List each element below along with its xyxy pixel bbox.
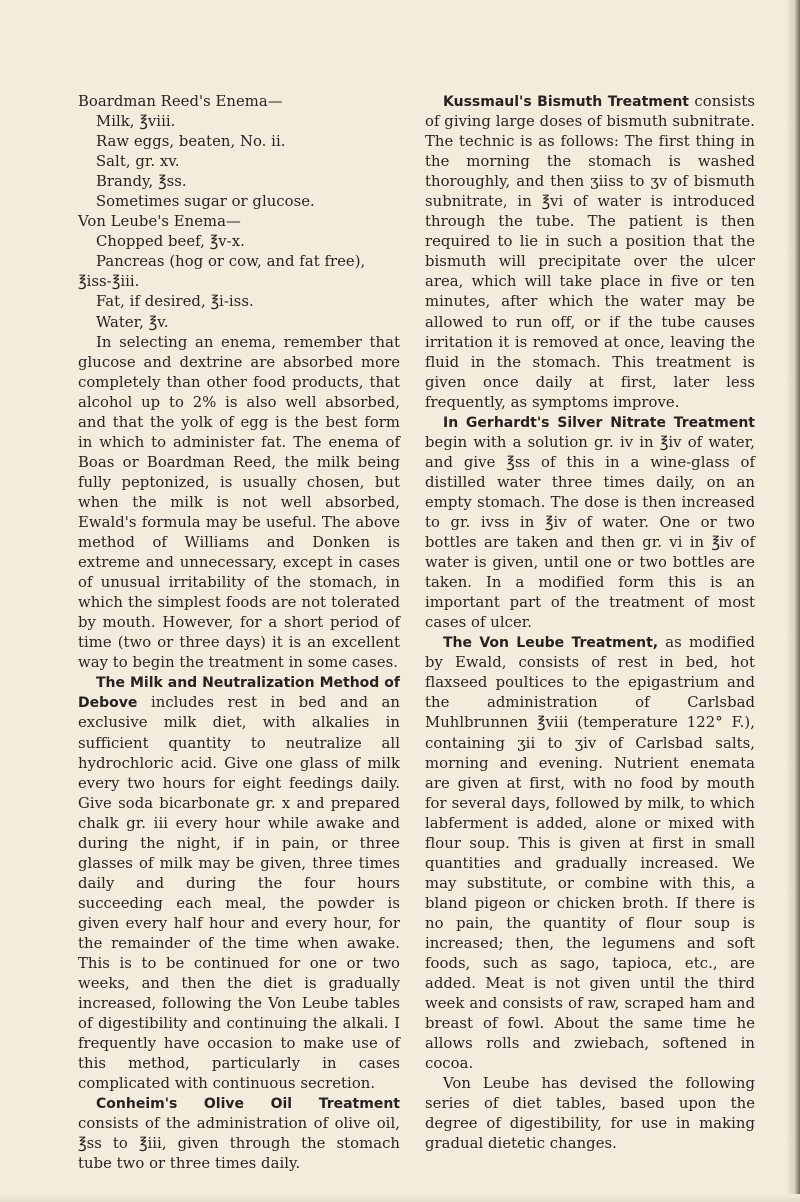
- debove-paragraph: [78, 673, 400, 1094]
- enema-item: Milk, ℥viii.: [96, 113, 176, 131]
- left-column: [78, 92, 400, 1175]
- leube-item: Fat, if desired, ℥i-iss.: [96, 293, 254, 311]
- gerhardt-paragraph: [425, 413, 755, 634]
- leube-text: as modified by Ewald, consists of rest in bed, hot flaxseed poultices to the epigastrium and the administration of Carlsbad Muhlbrunnen ℥viii (temperature 122° F.), containing ʒii to ʒiv of Carlsbad salts, morning and evening. Nutrient enemata are given at first, with no food by mouth for several days, followed by milk, to which labferment is added, alone or mixed with flour soup. This is given at first in small quantities and gradually increased. We may substitute, or combine with this, a bland pigeon or chicken broth. If there is no pain, the quantity of flour soup is increased; then, the legumens and soft foods, such as sago, tapioca, etc., are added. Meat is not given until the third week and consists of raw, scraped ham and breast of fowl. About the same time he allows rolls and zwiebach, softened in cocoa.: [425, 634, 755, 1073]
- enema-item: Brandy, ℥ss.: [96, 173, 187, 191]
- tables-paragraph: Von Leube has devised the following series of diet tables, based upon the degree of digestibility, for use in making gradual dietetic changes.: [425, 1075, 755, 1153]
- gerhardt-text: begin with a solution gr. iv in ℥iv of water, and give ℥ss of this in a wine-glass of distilled water three times daily, on an empty stomach. The dose is then increased to gr. ivss in ℥iv of water. One or two bottles are taken and then gr. vi in ℥iv of water is given, until one or two bottles are taken. In a modified form this is an important part of the treatment of most cases of ulcer.: [425, 433, 755, 632]
- enema-item: Sometimes sugar or glucose.: [96, 193, 315, 211]
- gerhardt-heading: In Gerhardt's Silver Nitrate Treatment: [443, 414, 755, 431]
- debove-heading: The Milk and Neutralization Method of Debove: [78, 675, 400, 712]
- page-bottom-shadow: [0, 1194, 800, 1202]
- leube-item: Water, ℥v.: [96, 313, 169, 331]
- leube-paragraph: [425, 633, 755, 1074]
- conheim-paragraph: [78, 1094, 400, 1174]
- leube-item: Chopped beef, ℥v-x.: [96, 233, 245, 251]
- leube-heading: The Von Leube Treatment,: [443, 635, 659, 652]
- enema-title: Boardman Reed's Enema—: [78, 93, 283, 110]
- enema-item: Raw eggs, beaten, No. ii.: [96, 133, 286, 151]
- page-edge-shadow: [786, 0, 800, 1202]
- right-column: [425, 92, 755, 1154]
- leube-enema-title: Von Leube's Enema—: [78, 213, 241, 231]
- selecting-paragraph: In selecting an enema, remember that glucose and dextrine are absorbed more completely than other food products, that alcohol up to 2% is also well absorbed, and that the yolk of egg is the best form in which to administer fat. The enema of Boas or Boardman Reed, the milk being fully peptonized, is usually chosen, but when the milk is not well absorbed, Ewald's formula may be useful. The above method of Williams and Donken is extreme and unnecessary, except in cases of unusual irritability of the stomach, in which the simplest foods are not tolerated by mouth. However, for a short period of time (two or three days) it is an excellent way to begin the treatment in some cases.: [78, 333, 400, 672]
- enema-item: Salt, gr. xv.: [96, 153, 180, 171]
- leube-item: Pancreas (hog or cow, and fat free), ℥iss-℥iii.: [78, 253, 366, 291]
- conheim-heading: Conheim's Olive Oil Treatment: [96, 1096, 400, 1113]
- kussmaul-text: consists of giving large doses of bismuth subnitrate. The technic is as follows: The first thing in the morning the stomach is washed thoroughly, and then ʒiiss to ʒv of bismuth subnitrate, in ℥vi of water is introduced through the tube. The patient is then required to lie in such a position that the bismuth will precipitate over the ulcer area, which will take place in five or ten minutes, after which the water may be allowed to run off, or if the tube causes irritation it is removed at once, leaving the fluid in the stomach. This treatment is given once daily at first, later less frequently, as symptoms improve.: [425, 93, 755, 411]
- kussmaul-heading: Kussmaul's Bismuth Treatment: [443, 94, 690, 110]
- debove-text: includes rest in bed and an exclusive milk diet, with alkalies in sufficient quantity to neutralize all hydrochloric acid. Give one glass of milk every two hours for eight feedings daily. Give soda bicarbonate gr. x and prepared chalk gr. iii every hour while awake and during the night, if in pain, or three glasses of milk may be given, three times daily and during the four hours succeeding each meal, the powder is given every half hour and every hour, for the remainder of the time when awake. This is to be continued for one or two weeks, and then the diet is gradually increased, following the Von Leube tables of digestibility and continuing the alkali. I frequently have occasion to make use of this method, particularly in cases complicated with continuous secretion.: [78, 694, 400, 1093]
- conheim-text: consists of the administration of olive oil, ℥ss to ℥iii, given through the stomach tube two or three times daily.: [78, 1115, 400, 1173]
- kussmaul-paragraph: [425, 92, 755, 413]
